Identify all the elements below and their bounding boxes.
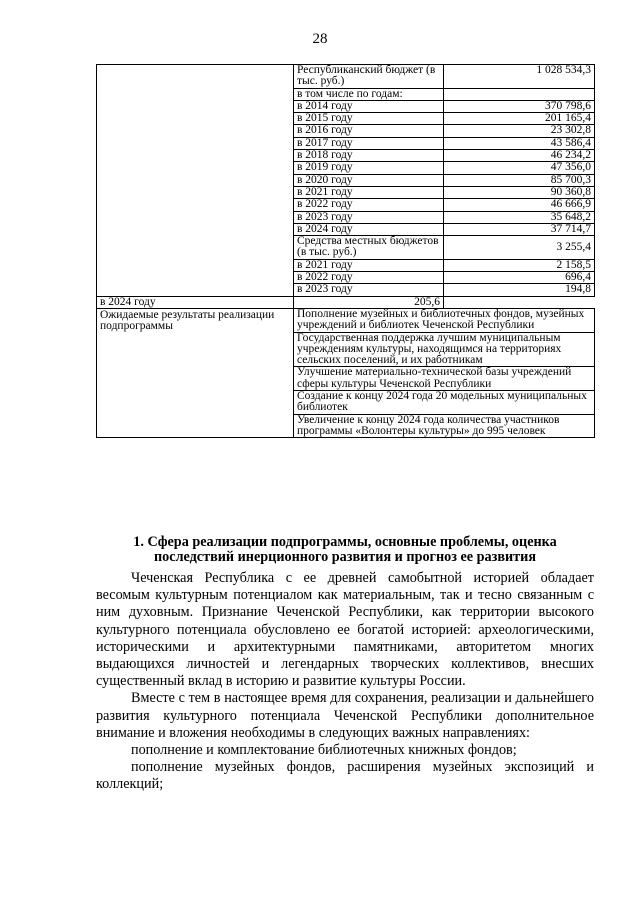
year-label: в 2017 году xyxy=(294,137,444,149)
year-label: в 2023 году xyxy=(294,284,444,296)
year-label: в 2023 году xyxy=(294,211,444,223)
local-budget-label: Средства местных бюджетов (в тыс. руб.) xyxy=(294,236,444,260)
empty-label-cell xyxy=(97,65,294,297)
year-label: в 2018 году xyxy=(294,150,444,162)
year-value: 90 360,8 xyxy=(444,186,595,198)
including-years-label: в том числе по годам: xyxy=(294,88,444,100)
paragraph: Чеченская Республика с ее древней самобытной историей обладает весомым культурным потенциалом как материальным, так и тесно связанным с ним духовным. Признание Чеченской Республики, как территории высокого культурного потенциала обусловлено ее богатой историей: археологическими, историческими и архитектурными памятниками, авторитетом многих выдающихся личностей и легендарных творческих коллективов, внесших существенный вклад в историю и развитие культуры России. xyxy=(96,570,594,690)
paragraph: пополнение музейных фондов, расширения музейных экспозиций и коллекций; xyxy=(96,759,594,793)
year-value: 46 234,2 xyxy=(444,150,595,162)
funding-table xyxy=(96,64,595,438)
section-heading: 1. Сфера реализации подпрограммы, основные проблемы, оценка последствий инерционного развития и прогноз ее развития xyxy=(133,534,557,565)
year-label: в 2024 году xyxy=(97,296,294,308)
year-value: 43 586,4 xyxy=(444,137,595,149)
year-label: в 2019 году xyxy=(294,162,444,174)
year-value: 47 356,0 xyxy=(444,162,595,174)
local-year-row xyxy=(97,296,595,308)
year-label: в 2014 году xyxy=(294,100,444,112)
expected-result-row xyxy=(97,308,595,332)
year-value: 37 714,7 xyxy=(444,223,595,235)
republic-budget-row xyxy=(97,65,595,89)
expected-result-item: Государственная поддержка лучшим муниципальным учреждениям культуры, находящимся на территориях сельских поселений, и их работникам xyxy=(294,332,595,367)
year-value: 696,4 xyxy=(444,272,595,284)
empty-value-cell xyxy=(444,88,595,100)
year-label: в 2021 году xyxy=(294,186,444,198)
year-value: 194,8 xyxy=(444,284,595,296)
expected-result-item: Создание к концу 2024 года 20 модельных муниципальных библиотек xyxy=(294,391,595,415)
year-value: 23 302,8 xyxy=(444,125,595,137)
republic-budget-total: 1 028 534,3 xyxy=(444,65,595,89)
year-label: в 2015 году xyxy=(294,113,444,125)
year-label: в 2022 году xyxy=(294,272,444,284)
paragraph: пополнение и комплектование библиотечных книжных фондов; xyxy=(131,742,517,759)
year-value: 35 648,2 xyxy=(444,211,595,223)
year-value: 370 798,6 xyxy=(444,100,595,112)
expected-result-item: Пополнение музейных и библиотечных фондов, музейных учреждений и библиотек Чеченской Республики xyxy=(294,308,595,332)
year-label: в 2020 году xyxy=(294,174,444,186)
year-label: в 2024 году xyxy=(294,223,444,235)
year-label: в 2022 году xyxy=(294,199,444,211)
year-value: 46 666,9 xyxy=(444,199,595,211)
year-value: 205,6 xyxy=(294,296,444,308)
year-label: в 2016 году xyxy=(294,125,444,137)
expected-results-label: Ожидаемые результаты реализации подпрограммы xyxy=(97,308,294,437)
section-body xyxy=(96,570,594,794)
year-value: 2 158,5 xyxy=(444,259,595,271)
expected-result-item: Увеличение к концу 2024 года количества участников программы «Волонтеры культуры» до 995 человек xyxy=(294,414,595,438)
expected-result-item: Улучшение материально-технической базы учреждений сферы культуры Чеченской Республики xyxy=(294,367,595,391)
paragraph: Вместе с тем в настоящее время для сохранения, реализации и дальнейшего развития культурного потенциала Чеченской Республики дополнительное внимание и вложения необходимы в следующих важных направлениях: xyxy=(96,690,594,741)
republic-budget-label: Республиканский бюджет (в тыс. руб.) xyxy=(294,65,444,89)
local-budget-total: 3 255,4 xyxy=(444,236,595,260)
year-value: 201 165,4 xyxy=(444,113,595,125)
page-number: 28 xyxy=(312,31,328,47)
year-label: в 2021 году xyxy=(294,259,444,271)
year-value: 85 700,3 xyxy=(444,174,595,186)
